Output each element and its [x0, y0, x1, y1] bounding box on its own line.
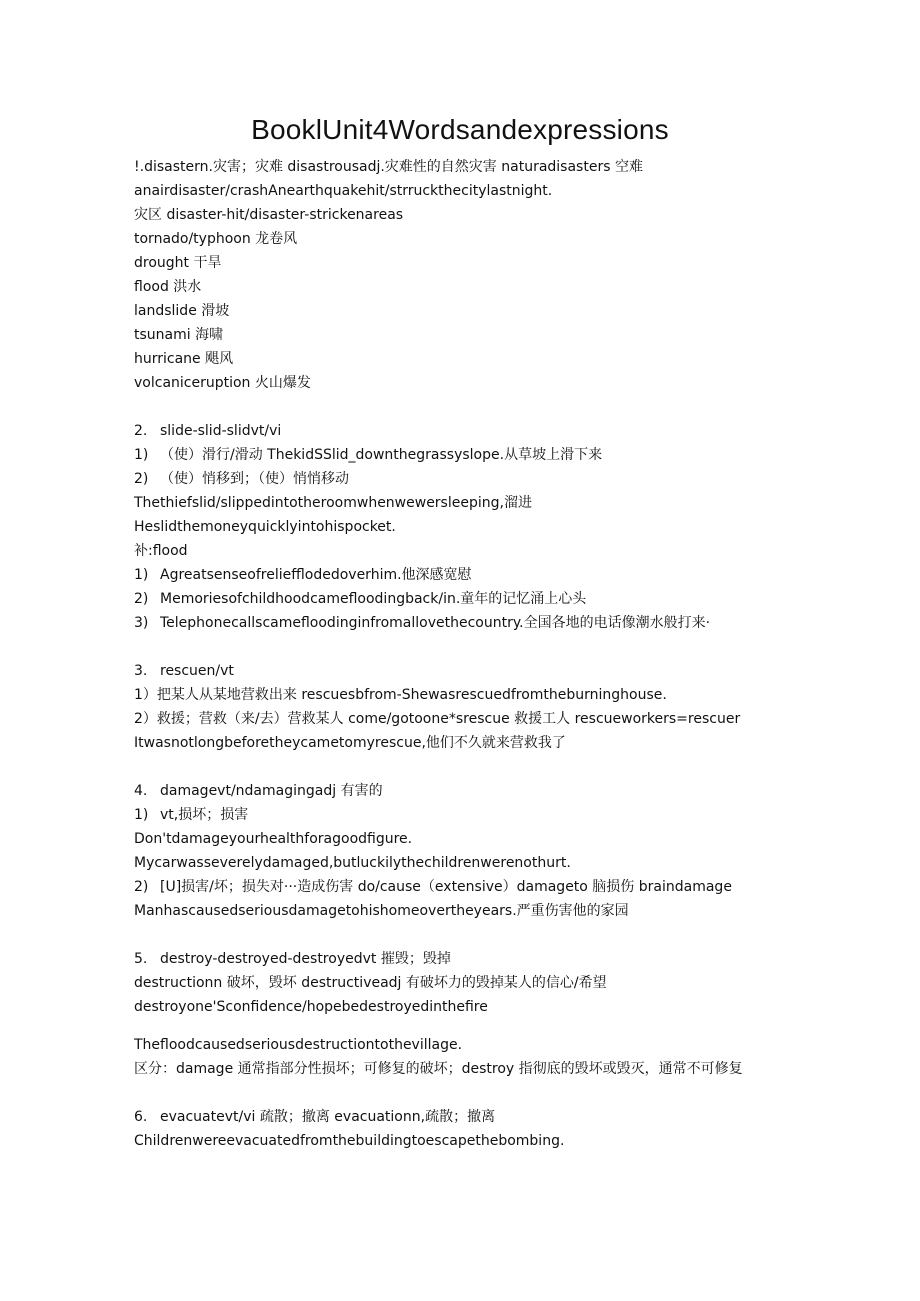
section-4 — [134, 779, 784, 923]
section-heading: 3. rescuen/vt — [134, 663, 234, 679]
text-line: !.disastern.灾害；灾难 disastrousadj.灾难性的自然灾害 naturadisasters 空难 — [134, 159, 643, 175]
text-line: flood 洪水 — [134, 279, 202, 295]
text-line: Childrenwereevacuatedfromthebuildingtoescapethebombing. — [134, 1133, 565, 1149]
text-line: Heslidthemoneyquicklyintohispocket. — [134, 519, 396, 535]
text-line: Don'tdamageyourhealthforagoodfigure. — [134, 831, 413, 847]
text-line: 灾区 disaster-hit/disaster-strickenareas — [134, 207, 404, 223]
text-line: 1) （使）滑行/滑动 ThekidSSlid_downthegrassyslope.从草坡上滑下来 — [134, 447, 603, 463]
text-line: Manhascausedseriousdamagetohishomeovertheyears.严重伤害他的家园 — [134, 903, 629, 919]
section-6 — [134, 1105, 784, 1153]
text-line: anairdisaster/crashAnearthquakehit/strruckthecitylastnight. — [134, 183, 553, 199]
section-1 — [134, 155, 784, 395]
text-line: tornado/typhoon 龙卷风 — [134, 231, 298, 247]
text-line: Thefloodcausedseriousdestructiontothevillage. — [134, 1037, 463, 1053]
text-line: 2) [U]损害/坏；损失对···造成伤害 do/cause（extensive）damageto 脑损伤 braindamage — [134, 879, 732, 895]
text-line: destructionn 破坏，毁坏 destructiveadj 有破坏力的毁掉某人的信心/希望 — [134, 975, 607, 991]
text-line: 1) vt,损坏；损害 — [134, 807, 249, 823]
text-line: 2) （使）悄移到；（使）悄悄移动 — [134, 471, 349, 487]
text-line: Thethiefslid/slippedintotheroomwhenwewersleeping,溜进 — [134, 495, 532, 511]
text-line: hurricane 飓风 — [134, 351, 234, 367]
text-line: drought 干旱 — [134, 255, 222, 271]
text-line: 3) Telephonecallscamefloodinginfromallovethecountry.全国各地的电话像潮水般打来· — [134, 615, 711, 631]
text-line: volcaniceruption 火山爆发 — [134, 375, 311, 391]
text-line: tsunami 海啸 — [134, 327, 224, 343]
text-line: 2）救援；营救（来/去）营救某人 come/gotoone*srescue 救援工人 rescueworkers=rescuer — [134, 711, 741, 727]
page-title: BooklUnit4Wordsandexpressions — [251, 114, 669, 145]
text-line: destroyone'Sconfidence/hopebedestroyedinthefire — [134, 999, 488, 1015]
text-line: 补:flood — [134, 543, 188, 559]
text-paragraph: 区分：damage 通常指部分性损坏；可修复的破坏；destroy 指彻底的毁坏或毁灭，通常不可修复 — [134, 1061, 743, 1077]
text-line: Itwasnotlongbeforetheycametomyrescue,他们不久就来营救我了 — [134, 735, 566, 751]
section-3 — [134, 659, 784, 755]
section-5 — [134, 947, 784, 1081]
text-line: landslide 滑坡 — [134, 303, 230, 319]
section-2 — [134, 419, 784, 635]
section-heading: 5. destroy-destroyed-destroyedvt 摧毁；毁掉 — [134, 951, 451, 967]
document-body — [134, 155, 784, 1153]
text-line: Mycarwasseverelydamaged,butluckilythechildrenwerenothurt. — [134, 855, 571, 871]
text-line: 1) Agreatsenseofreliefflodedoverhim.他深感宽慰 — [134, 567, 472, 583]
section-heading: 6. evacuatevt/vi 疏散；撤离 evacuationn,疏散；撤离 — [134, 1109, 496, 1125]
section-heading: 2. slide-slid-slidvt/vi — [134, 423, 282, 439]
text-line: 1）把某人从某地营救出来 rescuesbfrom-Shewasrescuedfromtheburninghouse. — [134, 687, 667, 703]
section-heading: 4. damagevt/ndamagingadj 有害的 — [134, 783, 383, 799]
text-line: 2) Memoriesofchildhoodcamefloodingback/in.童年的记忆涌上心头 — [134, 591, 587, 607]
